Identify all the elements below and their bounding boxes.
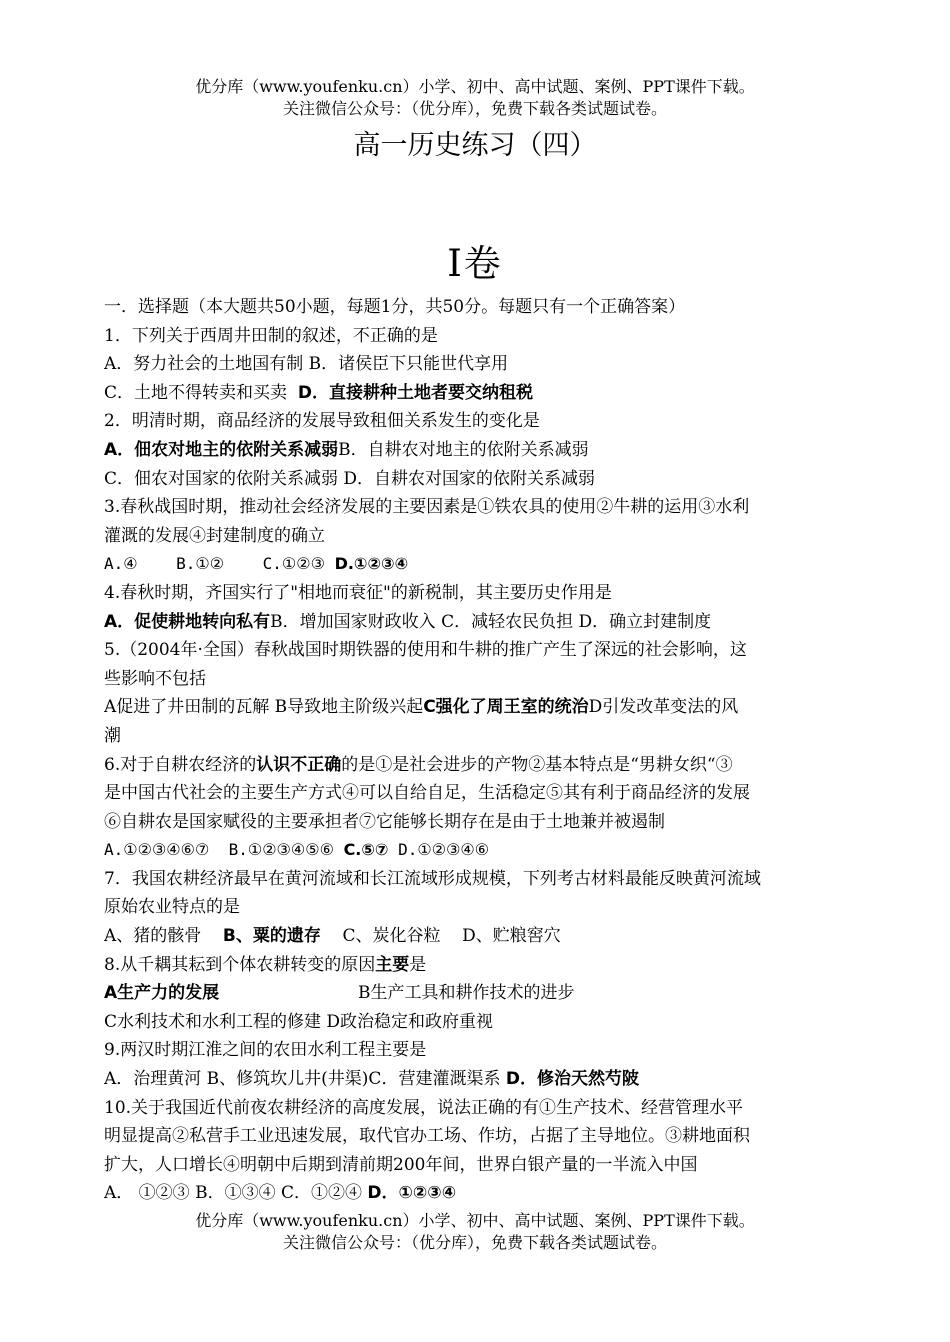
question-3-options — [104, 550, 846, 579]
question-2-options-cd: C．佃农对国家的依附关系减弱 D．自耕农对国家的依附关系减弱 — [104, 468, 596, 489]
question-6-stem-line-3: ⑥自耕农是国家赋役的主要承担者⑦它能够长期存在是由于土地兼并被遏制 — [104, 811, 665, 832]
question-2-answer-a: A．佃农对地主的依附关系减弱 — [104, 439, 339, 460]
section-heading: 一．选择题（本大题共50小题，每题1分，共50分。每题只有一个正确答案） — [104, 297, 686, 317]
question-7-options-cd: C、炭化谷粒 D、贮粮窖穴 — [320, 926, 561, 947]
question-5-stem-line-2: 些影响不包括 — [104, 668, 206, 689]
question-10-options-abc: A． ①②③ B．①③④ C．①②④ — [104, 1183, 368, 1204]
question-2-options-ab — [104, 436, 846, 465]
question-4-stem: 4.春秋时期，齐国实行了"相地而衰征"的新税制，其主要历史作用是 — [104, 582, 612, 603]
page-title: 高一历史练习（四） — [353, 130, 597, 161]
part-title: Ⅰ卷 — [447, 242, 503, 285]
question-9-answer-d: D．修治天然芍陂 — [505, 1069, 639, 1090]
question-9-options — [104, 1065, 846, 1094]
question-10-answer-d: D．①②③④ — [367, 1183, 457, 1204]
question-4-options — [104, 608, 846, 637]
question-8-stem-post: 是 — [409, 954, 427, 975]
question-8-options-ab — [104, 979, 846, 1008]
question-3-answer-d: D.①②③④ — [334, 554, 409, 574]
question-6-answer-c: C.⑤⑦ — [343, 840, 389, 860]
question-8-stem-emphasis: 主要 — [375, 954, 410, 975]
question-8-stem-pre: 8.从千耦其耘到个体农耕转变的原因 — [104, 954, 376, 975]
question-5-options-ab: A促进了井田制的瓦解 B导致地主阶级兴起 — [104, 697, 424, 718]
question-4-answer-a: A．促使耕地转向私有 — [104, 611, 271, 632]
question-5-options — [104, 693, 846, 722]
question-6-option-d: D.①②③④⑥ — [388, 840, 490, 860]
question-6-options — [104, 836, 846, 865]
question-5-answer-c: C强化了周王室的统治 — [423, 697, 589, 718]
question-10-stem-line-1: 10.关于我国近代前夜农耕经济的高度发展，说法正确的有①生产技术、经营管理水平 — [104, 1097, 744, 1118]
question-7-stem-line-1: 7．我国农耕经济最早在黄河流域和长江流域形成规模，下列考古材料最能反映黄河流域 — [104, 868, 761, 889]
question-6-stem-post: 的是①是社会进步的产物②基本特点是“男耕女织“③ — [341, 754, 733, 775]
question-1-options-cd — [104, 379, 846, 408]
question-10-options — [104, 1179, 846, 1208]
question-7-option-a: A、猪的骸骨 — [104, 926, 223, 947]
question-7-options — [104, 922, 846, 951]
question-9-stem: 9.两汉时期江淮之间的农田水利工程主要是 — [104, 1040, 427, 1061]
question-1-option-c: C．土地不得转卖和买卖 — [104, 382, 298, 403]
question-10-stem-line-2: 明显提高②私营手工业迅速发展，取代官办工场、作坊，占据了主导地位。③耕地面积 — [104, 1126, 750, 1147]
question-6-stem-line-1 — [104, 751, 846, 780]
question-4-options-bcd: B．增加国家财政收入 C．减轻农民负担 D．确立封建制度 — [270, 611, 712, 632]
question-7-answer-b: B、粟的遗存 — [222, 926, 321, 947]
footer-banner — [0, 1210, 950, 1254]
question-6-stem-emphasis: 认识不正确 — [256, 754, 342, 775]
question-6-stem-pre: 6.对于自耕农经济的 — [104, 754, 257, 775]
banner-line-2: 关注微信公众号：（优分库），免费下载各类试题试卷。 — [282, 99, 667, 118]
footer-line-1: 优分库（www.youfenku.cn）小学、初中、高中试题、案例、PPT课件下载。 — [195, 1211, 755, 1230]
question-3-stem-line-1: 3.春秋战国时期，推动社会经济发展的主要因素是①铁农具的使用②牛耕的运用③水利 — [104, 497, 750, 518]
banner-line-1: 优分库（www.youfenku.cn）小学、初中、高中试题、案例、PPT课件下载。 — [195, 77, 755, 96]
question-3-stem-line-2: 灌溉的发展④封建制度的确立 — [104, 525, 325, 546]
question-6-options-ab: A.①②③④⑥⑦ B.①②③④⑤⑥ — [104, 840, 344, 860]
question-1-answer-d: D．直接耕种土地者要交纳租税 — [297, 382, 533, 403]
question-8-answer-a: A生产力的发展 — [104, 983, 220, 1004]
question-7-stem-line-2: 原始农业特点的是 — [104, 897, 240, 918]
question-list — [104, 293, 846, 1208]
question-5-option-d-continued: 潮 — [104, 725, 121, 746]
question-9-options-abc: A．治理黄河 B、修筑坎儿井(井渠)C．营建灌溉渠系 — [104, 1069, 506, 1090]
question-2-option-b: B．自耕农对地主的依附关系减弱 — [338, 439, 589, 460]
question-5-stem-line-1: 5.（2004年·全国）春秋战国时期铁器的使用和牛耕的推广产生了深远的社会影响，这 — [104, 640, 747, 661]
footer-line-2: 关注微信公众号：（优分库），免费下载各类试题试卷。 — [282, 1233, 667, 1252]
question-8-stem — [104, 951, 846, 980]
question-8-option-b: B生产工具和耕作技术的进步 — [358, 983, 575, 1004]
question-2-stem: 2．明清时期，商品经济的发展导致租佃关系发生的变化是 — [104, 411, 540, 432]
question-1-options-ab: A．努力社会的土地国有制 B．诸侯臣下只能世代享用 — [104, 354, 509, 375]
question-8-options-cd: C水利技术和水利工程的修建 D政治稳定和政府重视 — [104, 1011, 494, 1032]
question-1-stem: 1．下列关于西周井田制的叙述，不正确的是 — [104, 325, 438, 346]
question-10-stem-line-3: 扩大，人口增长④明朝中后期到清前期200年间，世界白银产量的一半流入中国 — [104, 1154, 698, 1175]
question-3-options-abc: A.④ B.①② C.①②③ — [104, 554, 335, 574]
header-banner — [0, 76, 950, 120]
question-5-option-d: D引发改革变法的风 — [588, 697, 739, 718]
question-6-stem-line-2: 是中国古代社会的主要生产方式④可以自给自足，生活稳定⑤其有利于商品经济的发展 — [104, 783, 750, 804]
